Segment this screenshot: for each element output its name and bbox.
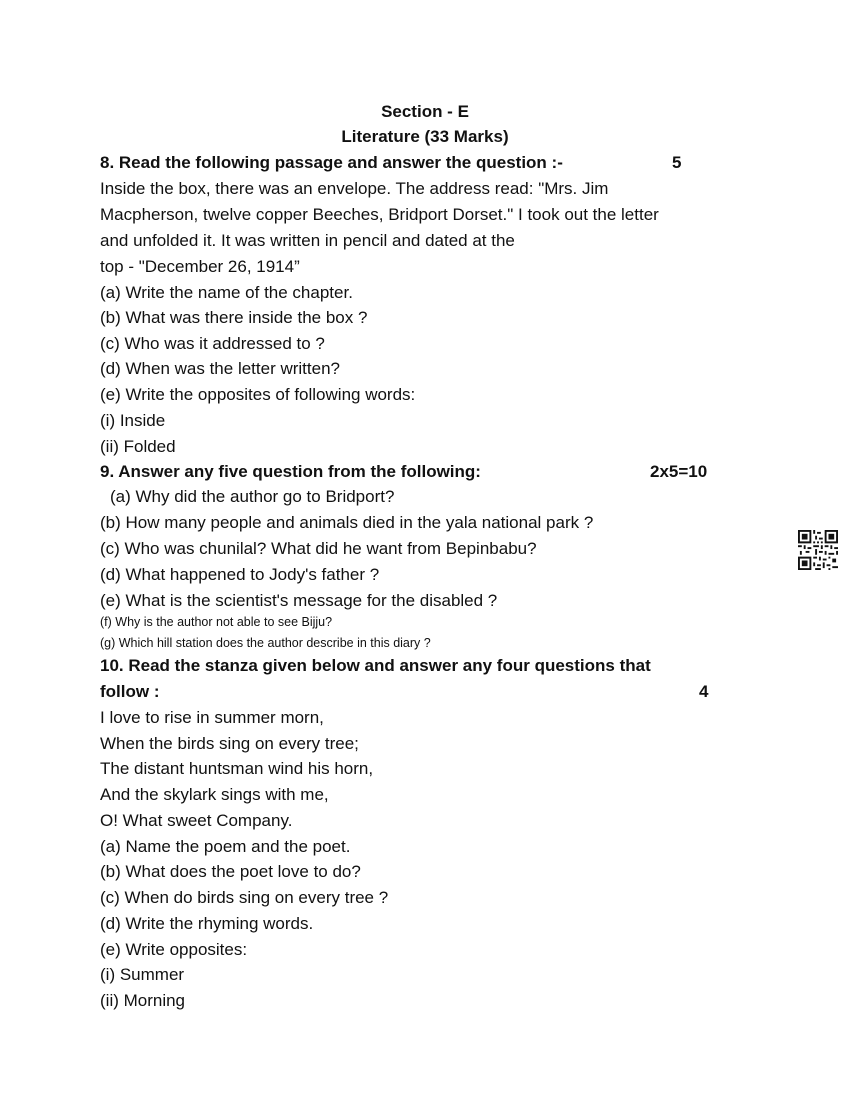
q10-item: (e) Write opposites:	[100, 940, 248, 959]
q10-heading-continued: follow :	[100, 682, 160, 701]
q8-item: (ii) Folded	[100, 437, 176, 456]
q9-item: (a) Why did the author go to Bridport?	[110, 487, 395, 506]
q10-item: (a) Name the poem and the poet.	[100, 837, 351, 856]
q9-item: (d) What happened to Jody's father ?	[100, 565, 380, 584]
q9-marks: 2x5=10	[650, 462, 708, 481]
q9-item: (c) Who was chunilal? What did he want from Bepinbabu?	[100, 539, 537, 558]
q8-item: (b) What was there inside the box ?	[100, 308, 368, 327]
q8-item: (d) When was the letter written?	[100, 359, 340, 378]
q8-passage-line: Inside the box, there was an envelope. The address read: "Mrs. Jim	[100, 179, 609, 198]
q10-marks: 4	[699, 682, 709, 701]
q9-heading: 9. Answer any five question from the following:	[100, 462, 481, 481]
q10-item: (d) Write the rhyming words.	[100, 914, 314, 933]
q10-item: (i) Summer	[100, 965, 185, 984]
q10-stanza-line: When the birds sing on every tree;	[100, 734, 359, 753]
qr-code-icon	[798, 530, 838, 570]
q8-heading: 8. Read the following passage and answer the question :-	[100, 153, 563, 172]
q10-stanza-line: The distant huntsman wind his horn,	[100, 759, 374, 778]
q9-small-item: (g) Which hill station does the author describe in this diary ?	[100, 636, 431, 650]
q9-small-item: (f) Why is the author not able to see Bijju?	[100, 615, 333, 629]
q8-item: (e) Write the opposites of following words:	[100, 385, 416, 404]
section-subtitle: Literature (33 Marks)	[341, 127, 509, 146]
q8-item: (c) Who was it addressed to ?	[100, 334, 325, 353]
q8-marks: 5	[672, 153, 682, 172]
q8-passage-line: top - "December 26, 1914”	[100, 257, 300, 276]
q10-item: (c) When do birds sing on every tree ?	[100, 888, 389, 907]
q8-item: (a) Write the name of the chapter.	[100, 283, 353, 302]
q10-heading: 10. Read the stanza given below and answer any four questions that	[100, 656, 651, 675]
q9-item: (e) What is the scientist's message for the disabled ?	[100, 591, 498, 610]
q9-item: (b) How many people and animals died in the yala national park ?	[100, 513, 594, 532]
q10-item: (ii) Morning	[100, 991, 186, 1010]
q8-passage-line: and unfolded it. It was written in pencil and dated at the	[100, 231, 515, 250]
q8-passage-line: Macpherson, twelve copper Beeches, Bridport Dorset." I took out the letter	[100, 205, 659, 224]
q10-stanza-line: And the skylark sings with me,	[100, 785, 329, 804]
q10-stanza-line: I love to rise in summer morn,	[100, 708, 324, 727]
q8-item: (i) Inside	[100, 411, 166, 430]
q10-item: (b) What does the poet love to do?	[100, 862, 361, 881]
section-title: Section - E	[381, 102, 469, 121]
q10-stanza-line: O! What sweet Company.	[100, 811, 293, 830]
